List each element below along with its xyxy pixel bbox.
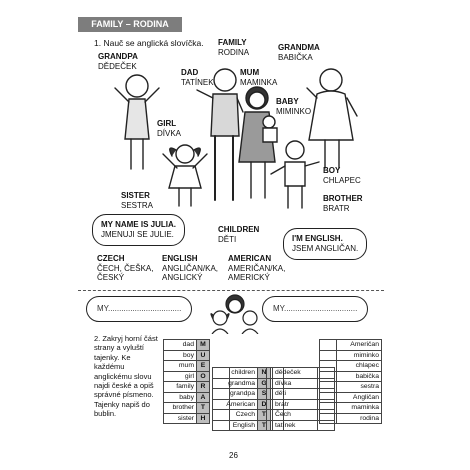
table-row: miminko <box>320 350 382 361</box>
bubble-julia: MY NAME IS JULIA. JMENUJI SE JULIE. <box>92 214 185 246</box>
nationality-czech: CZECH ČECH, ČEŠKA, ČESKÝ <box>97 254 154 282</box>
table-row: rodina <box>320 413 382 424</box>
table-row: tatínek <box>273 420 335 431</box>
table-row: grandpa S <box>213 389 271 400</box>
label-sister: SISTER SESTRA <box>121 191 154 210</box>
table-row: maminka <box>320 403 382 414</box>
table-row: American D <box>213 399 271 410</box>
label-grandma: GRANDMA BABIČKA <box>278 43 320 62</box>
table-row: dědeček <box>273 368 335 379</box>
label-girl: GIRL DÍVKA <box>157 119 182 138</box>
table-row: brother T <box>164 403 210 414</box>
boy-figure <box>271 141 319 208</box>
task2-instruction: 2. Zakryj horní část strany a vyluští tajenky. Ke každému anglickému slovu najdi české a opiš správné písmeno. Tajenky napiš do bublin. <box>94 334 158 419</box>
table-row: family R <box>164 382 210 393</box>
table-row: sister H <box>164 413 210 424</box>
mum-figure <box>239 87 277 198</box>
table-row: dívka <box>273 378 335 389</box>
nationality-american: AMERICAN AMERIČAN/KA, AMERICKÝ <box>228 254 286 282</box>
label-children: CHILDREN DĚTI <box>218 225 260 244</box>
grandpa-figure <box>115 75 159 169</box>
table-row: sestra <box>320 382 382 393</box>
table-row: dad M <box>164 340 210 351</box>
dad-figure <box>197 69 243 200</box>
table-row: Czech T <box>213 410 271 421</box>
table-row: baby A <box>164 392 210 403</box>
word-table-1 <box>163 339 210 424</box>
table-row: children N <box>213 368 271 379</box>
cut-line <box>78 290 384 291</box>
label-grandpa: GRANDPA DĚDEČEK <box>98 52 138 71</box>
word-table-4 <box>319 339 382 424</box>
label-mum: MUM MAMINKA <box>240 68 278 87</box>
table-row: chlapec <box>320 361 382 372</box>
bubble-english: I'M ENGLISH. JSEM ANGLIČAN. <box>283 228 367 260</box>
label-family: FAMILY RODINA <box>218 38 250 57</box>
table-row: děti <box>273 389 335 400</box>
section-header: FAMILY – RODINA <box>78 17 182 32</box>
girl-figure <box>163 145 207 206</box>
table-row: bratr <box>273 399 335 410</box>
label-dad: DAD TATÍNEK <box>181 68 214 87</box>
table-row: babička <box>320 371 382 382</box>
children-illustration <box>208 292 262 334</box>
answer-pill-left[interactable]: MY................................. <box>86 296 192 322</box>
answer-pill-right[interactable]: MY................................. <box>262 296 368 322</box>
table-row: Angličan <box>320 392 382 403</box>
table-row: boy U <box>164 350 210 361</box>
table-row: grandma G <box>213 378 271 389</box>
label-baby: BABY MIMINKO <box>276 97 312 116</box>
page-number: 26 <box>229 451 238 460</box>
table-row: mum E <box>164 361 210 372</box>
table-row: Čech <box>273 410 335 421</box>
nationality-english: ENGLISH ANGLIČAN/KA, ANGLICKÝ <box>162 254 219 282</box>
table-row: Američan <box>320 340 382 351</box>
table-row: girl O <box>164 371 210 382</box>
label-brother: BROTHER BRATR <box>323 194 363 213</box>
task1-instruction: 1. Nauč se anglická slovíčka. <box>94 38 204 48</box>
label-boy: BOY CHLAPEC <box>323 166 361 185</box>
word-table-2 <box>212 367 271 431</box>
grandma-figure <box>307 69 357 168</box>
table-row: English T <box>213 420 271 431</box>
